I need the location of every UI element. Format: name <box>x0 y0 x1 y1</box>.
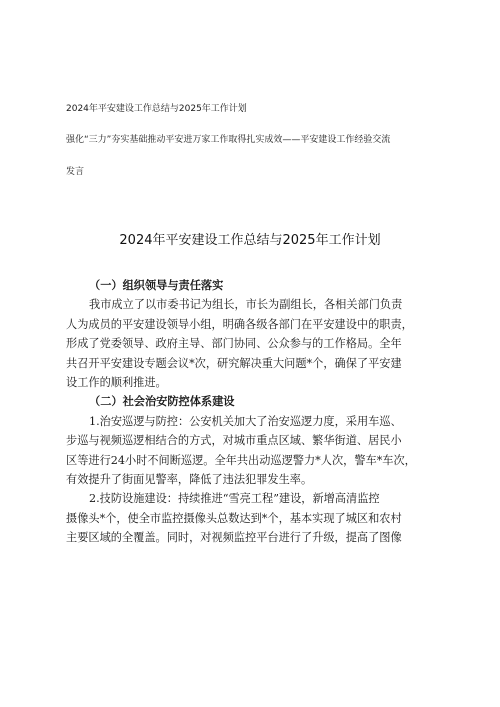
section-2-item-2-line-2: 摄像头*个，使全市监控摄像头总数达到*个，基本实现了城区和农村 <box>66 511 402 525</box>
section-2-item-1-line-2: 步巡与视频巡逻相结合的方式，对城市重点区域、繁华街道、居民小 <box>66 434 402 448</box>
section-2-item-2-line-1: 2.技防设施建设：持续推进“雪亮工程”建设，新增高清监控 <box>89 492 380 506</box>
section-2-item-1-line-4: 有效提升了街面见警率，降低了违法犯罪发生率。 <box>66 472 313 486</box>
section-2-item-1-line-3: 区等进行24小时不间断巡逻。全年共出动巡逻警力*人次，警车*车次， <box>66 453 416 467</box>
section-1-line-2: 人为成员的平安建设领导小组，明确各级各部门在平安建设中的职责， <box>66 317 413 331</box>
section-2-item-1-line-1: 1.治安巡逻与防控：公安机关加大了治安巡逻力度，采用车巡、 <box>89 414 402 428</box>
header-line-1: 2024年平安建设工作总结与2025年工作计划 <box>66 104 247 114</box>
section-1-line-1: 我市成立了以市委书记为组长，市长为副组长，各相关部门负责 <box>89 298 403 312</box>
section-1-heading: （一）组织领导与责任落实 <box>89 279 224 292</box>
document-body <box>66 276 452 547</box>
header-line-3: 发言 <box>66 167 85 177</box>
header-line-2: 强化“三力”夯实基础推动平安进万家工作取得扎实成效——平安建设工作经验交流 <box>66 135 391 145</box>
section-2-heading: （二）社会治安防控体系建设 <box>89 395 235 409</box>
document-title: 2024年平安建设工作总结与2025年工作计划 <box>119 233 381 248</box>
section-1-line-5: 设工作的顺利推进。 <box>66 375 167 389</box>
section-2-item-2-line-3: 主要区域的全覆盖。同时，对视频监控平台进行了升级，提高了图像 <box>66 531 402 545</box>
section-1-line-3: 形成了党委领导、政府主导、部门协同、公众参与的工作格局。全年 <box>66 337 402 351</box>
section-1-line-4: 共召开平安建设专题会议*次，研究解决重大问题*个，确保了平安建 <box>66 356 402 370</box>
